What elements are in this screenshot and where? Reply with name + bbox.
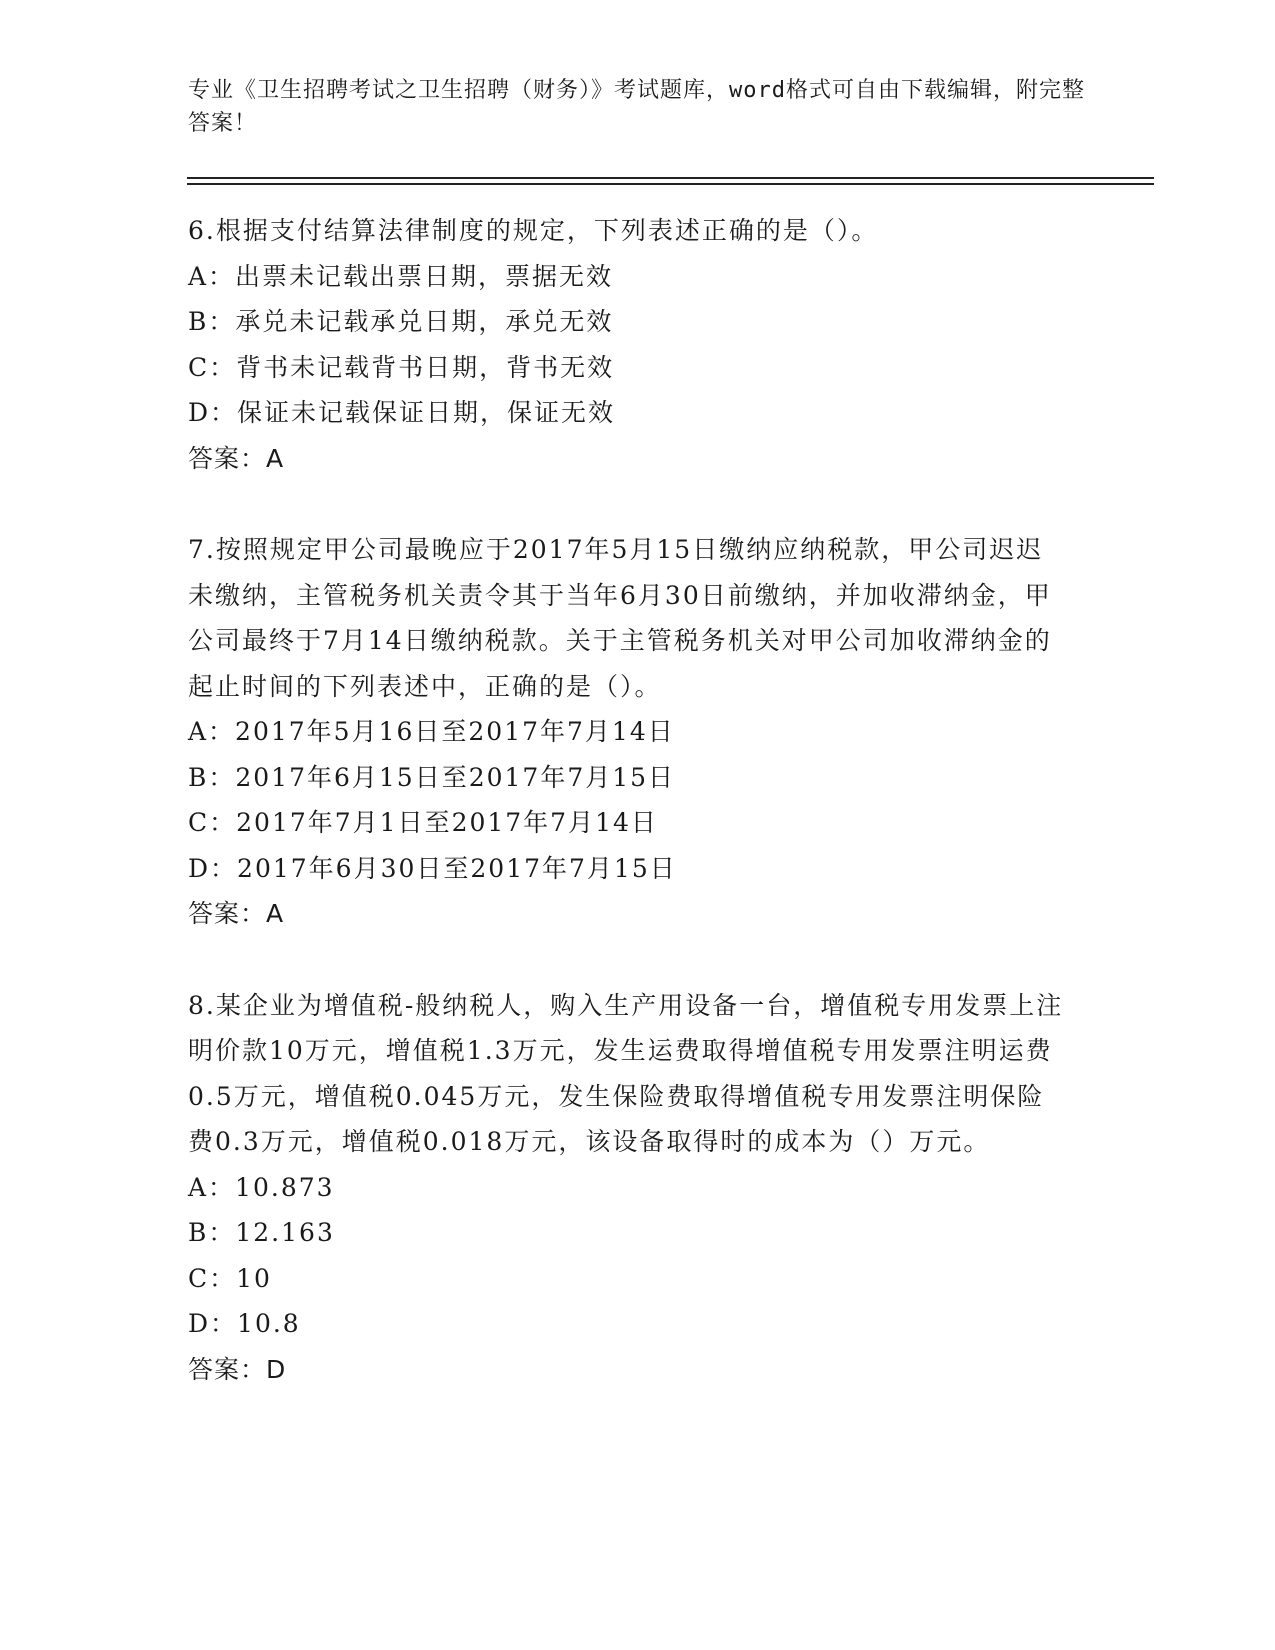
answer: 答案：A: [188, 899, 285, 928]
question-6: [188, 208, 1068, 481]
option-b: B：2017年6月15日至2017年7月15日: [188, 762, 676, 792]
question-stem: 8.某企业为增值税-般纳税人，购入生产用设备一台，增值税专用发票上注明价款10万元，增值税1.3万元，发生运费取得增值税专用发票注明运费0.5万元，增值税0.045万元，发生保险费取得增值税专用发票注明保险费0.3万元，增值税0.018万元，该设备取得时的成本为（）万元。: [188, 990, 1064, 1156]
option-d: D：10.8: [188, 1309, 301, 1338]
option-d: D：保证未记载保证日期，保证无效: [188, 398, 616, 427]
question-stem: 6.根据支付结算法律制度的规定，下列表述正确的是（）。: [188, 216, 879, 245]
option-a: A：10.873: [188, 1172, 335, 1202]
question-7: [188, 527, 1068, 937]
question-8: [188, 983, 1068, 1393]
option-b: B：12.163: [188, 1218, 335, 1247]
document-header: 专业《卫生招聘考试之卫生招聘（财务）》考试题库，word格式可自由下载编辑，附完整答案！: [188, 78, 1085, 136]
question-list: [188, 208, 1068, 1438]
option-a: A：2017年5月16日至2017年7月14日: [188, 717, 675, 746]
option-a: A：出票未记载出票日期，票据无效: [188, 261, 614, 291]
option-c: C：背书未记载背书日期，背书无效: [188, 352, 615, 382]
option-c: C：2017年7月1日至2017年7月14日: [188, 808, 658, 837]
answer: 答案：A: [188, 443, 285, 473]
answer: 答案：D: [188, 1354, 287, 1384]
question-stem: 7.按照规定甲公司最晚应于2017年5月15日缴纳应纳税款，甲公司迟迟未缴纳，主管税务机关责令其于当年6月30日前缴纳，并加收滞纳金，甲公司最终于7月14日缴纳税款。关于主管税务机关对甲公司加收滞纳金的起止时间的下列表述中，正确的是（）。: [188, 535, 1052, 701]
header-rule-bottom: [187, 183, 1154, 185]
option-c: C：10: [188, 1263, 272, 1293]
option-b: B：承兑未记载承兑日期，承兑无效: [188, 307, 614, 336]
header-rule-top: [187, 177, 1154, 179]
option-d: D：2017年6月30日至2017年7月15日: [188, 853, 677, 883]
